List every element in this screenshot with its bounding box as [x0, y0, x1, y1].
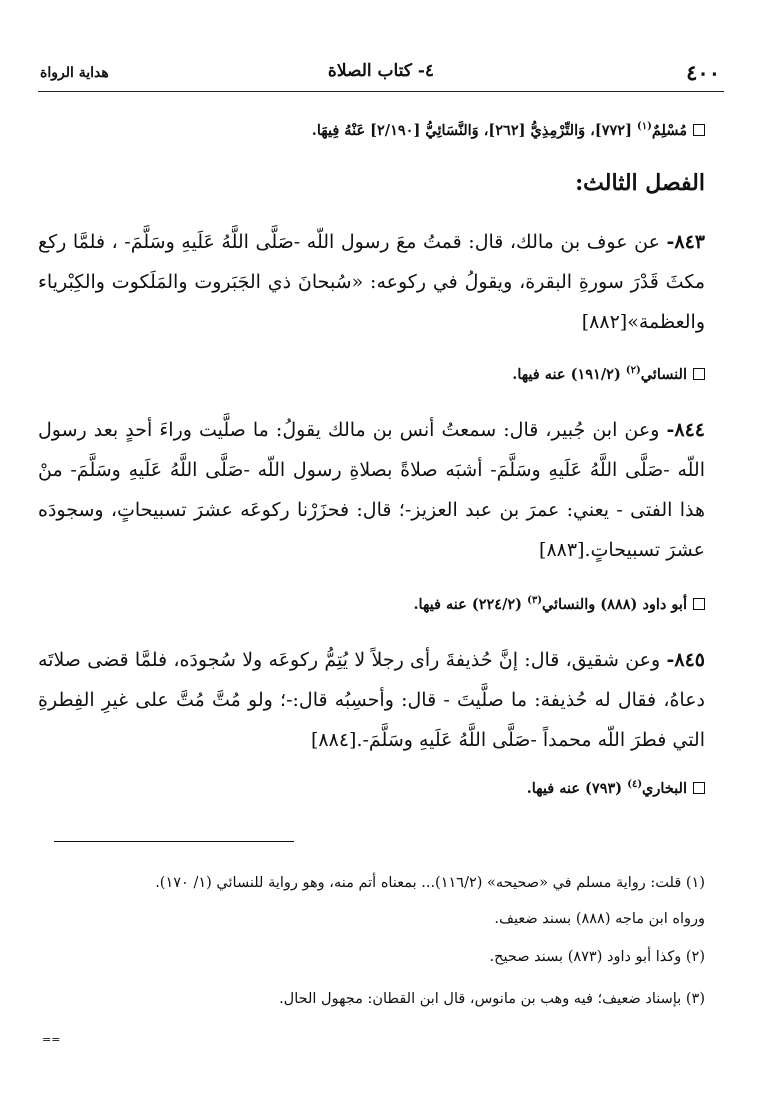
hadith-number: ٨٤٤-	[666, 419, 705, 441]
hadith-843	[38, 222, 705, 342]
source-rest: (١٩١/٢) عنه فيها.	[512, 365, 626, 383]
hadith-844	[38, 410, 705, 570]
square-bullet-icon	[693, 124, 705, 136]
page-header	[38, 58, 724, 92]
book-title: هداية الرواة	[40, 65, 109, 81]
source-text: مُسْلِمٌ	[651, 121, 687, 139]
page-number: ٤٠٠	[686, 60, 720, 85]
footnote-3: (٣) بإسناد ضعيف؛ فيه وهب بن مانوس، قال ابن القطان: مجهول الحال.	[279, 991, 705, 1007]
footnote-2: (٢) وكذا أبو داود (٨٧٣) بسند صحيح.	[489, 949, 705, 965]
footnote-ref: (٤)	[627, 779, 643, 790]
source-rest: (٧٩٣) عنه فيها.	[526, 779, 628, 797]
source-text: أبو داود (٨٨٨) والنسائي	[541, 595, 687, 613]
section-title: الفصل الثالث:	[575, 170, 705, 196]
hadith-text: عن عوف بن مالك، قال: قمتُ معَ رسول اللّه -صَلَّى اللَّهُ عَلَيهِ وسَلَّمَ- ، فلمَّا ركع مكثَ قَدْرَ سورةِ البقرة، ويقولُ في ركوعه: «سُبحانَ ذي الجَبَروت والمَلَكوت والكِبْرياء والعظمة»[٨٨٢]	[38, 231, 705, 333]
footnote-separator	[54, 841, 294, 842]
square-bullet-icon	[693, 782, 705, 794]
header-rule	[38, 91, 724, 92]
hadith-number: ٨٤٥-	[666, 649, 705, 671]
hadith-843-source	[40, 360, 705, 386]
hadith-844-source	[40, 590, 705, 616]
hadith-text: وعن ابن جُبير، قال: سمعتُ أنس بن مالك يقولُ: ما صلَّيت وراءَ أحدٍ بعد رسول اللّه -صَلَّى اللَّهُ عَلَيهِ وسَلَّمَ- أشبَه صلاةً بصلاةِ رسول اللّه -صَلَّى اللَّهُ عَلَيهِ وسَلَّمَ- منْ هذا الفتى - يعني: عمرَ بن عبد العزيز-؛ قال: فحزَرْنا ركوعَه عشرَ تسبيحاتٍ، وسجودَه عشرَ تسبيحاتٍ.[٨٨٣]	[38, 419, 705, 561]
footnote-ref: (١)	[637, 121, 652, 132]
top-source-line	[40, 116, 705, 142]
hadith-845	[38, 640, 705, 760]
bottom-mark: ==	[42, 1033, 61, 1046]
chapter-title: ٤- كتاب الصلاة	[327, 61, 435, 81]
footnote-ref: (٢)	[625, 365, 641, 376]
footnote-1: (١) قلت: رواية مسلم في «صحيحه» (١١٦/٢)... بمعناه أتم منه، وهو رواية للنسائي (١/ ١٧٠).	[155, 875, 705, 891]
hadith-text: وعن شقيق، قال: إنَّ حُذيفةَ رأى رجلاً لا يُتِمُّ ركوعَه ولا سُجودَه، فلمَّا قضى صلاتَه دعاهُ، فقال له حُذيفة: ما صلَّيتَ - قال: وأحسِبُه قال:-؛ ولو مُتَّ مُتَّ على غيرِ الفِطرةِ التي فطرَ اللّه محمداً -صَلَّى اللَّهُ عَلَيهِ وسَلَّمَ-.[٨٨٤]	[38, 649, 705, 751]
footnote-ref: (٣)	[527, 595, 542, 606]
source-rest: [٧٧٢]، وَالتِّرْمِذِيُّ [٢٦٢]، وَالنَّسَائِيُّ [٢/١٩٠] عَنْهُ فِيهَا.	[311, 121, 637, 139]
footnote-1-continued: ورواه ابن ماجه (٨٨٨) بسند ضعيف.	[494, 911, 705, 927]
source-text: البخاري	[642, 779, 687, 797]
source-rest: (٢٢٤/٢) عنه فيها.	[413, 595, 528, 613]
square-bullet-icon	[693, 368, 705, 380]
square-bullet-icon	[693, 598, 705, 610]
hadith-845-source	[40, 774, 705, 800]
hadith-number: ٨٤٣-	[666, 231, 705, 253]
source-text: النسائي	[640, 365, 687, 383]
